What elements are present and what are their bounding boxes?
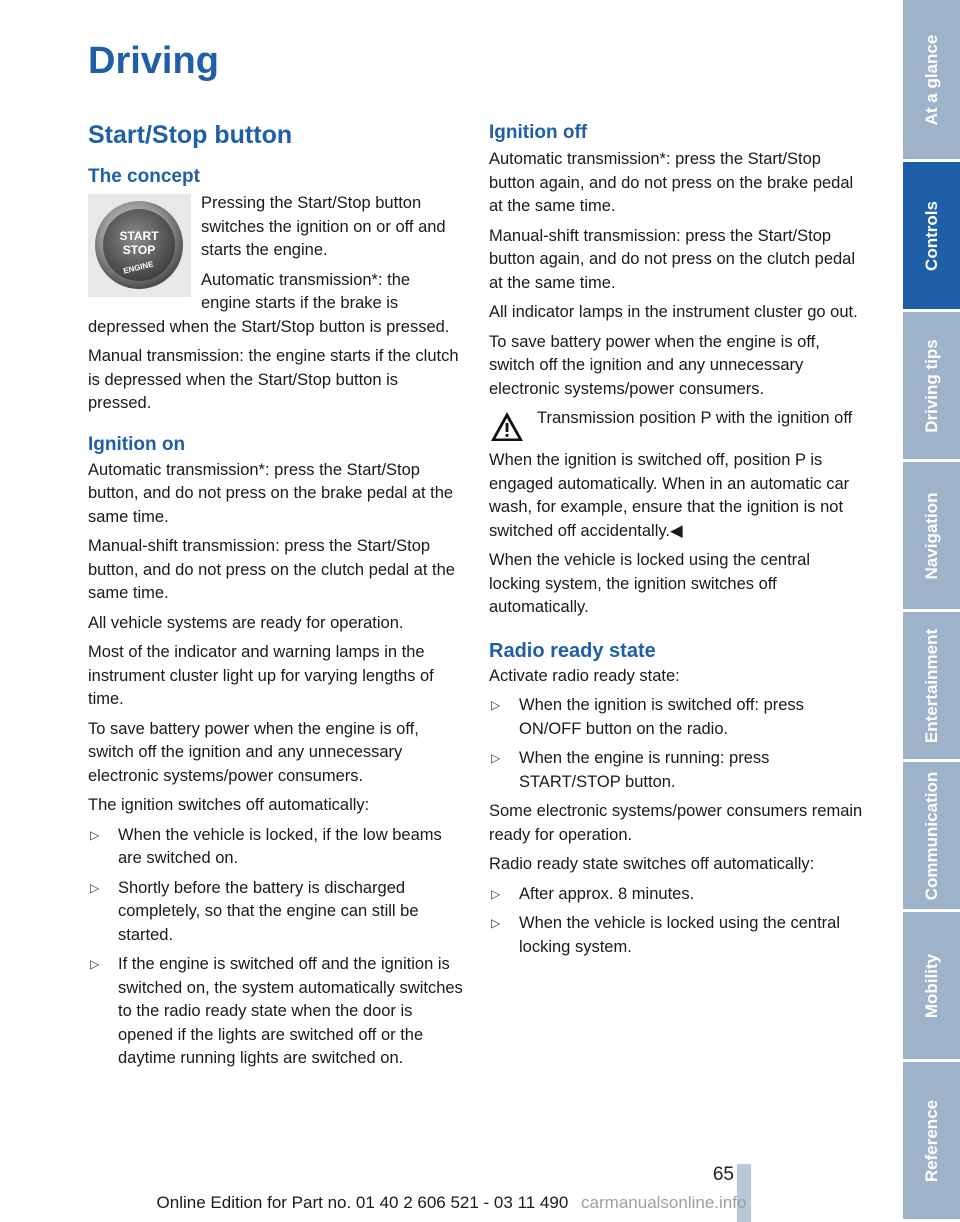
radio-p1: Activate radio ready state:	[489, 666, 680, 685]
warning-note	[489, 407, 865, 447]
concept-block	[88, 192, 464, 345]
start-stop-button-image	[88, 194, 191, 297]
triangle-bullet-icon: ▷	[90, 880, 100, 895]
tab-driving-tips[interactable]: Driving tips	[903, 312, 960, 462]
triangle-bullet-icon: ▷	[90, 827, 100, 842]
radio-p3: Radio ready state switches off automatically:	[489, 855, 815, 873]
triangle-bullet-icon: ▷	[491, 698, 501, 712]
tab-controls[interactable]: Controls	[903, 162, 960, 312]
ignition-off-p3: All indicator lamps in the instrument cluster go out.	[489, 303, 858, 321]
watermark: carmanualsonline.info	[581, 1193, 747, 1212]
concept-heading: The concept	[88, 166, 200, 187]
ignition-on-p1: Automatic transmission*: press the Start/Stop button, and do not press on the brake pedal at the same time.	[88, 460, 454, 526]
start-label: START	[119, 229, 159, 243]
triangle-bullet-icon: ▷	[491, 886, 501, 901]
engine-label: ENGINE	[122, 259, 155, 276]
tab-reference[interactable]: Reference	[903, 1062, 960, 1222]
left-column	[88, 110, 464, 1077]
stop-label: STOP	[122, 243, 156, 257]
footer-text: Online Edition for Part no. 01 40 2 606 521 - 03 11 490	[156, 1193, 569, 1212]
tab-navigation[interactable]: Navigation	[903, 462, 960, 612]
radio-off-list	[489, 883, 865, 960]
triangle-bullet-icon: ▷	[90, 957, 100, 971]
ignition-on-p6: The ignition switches off automatically:	[88, 796, 370, 814]
list-item: ▷ After approx. 8 minutes.	[489, 883, 865, 907]
ignition-off-p4: To save battery power when the engine is off, switch off the ignition and any unnecessary electronic systems/power consumers.	[489, 332, 820, 398]
start-stop-button-icon	[88, 194, 191, 297]
concept-p1: Pressing the Start/Stop button switches the ignition on or off and starts the engine.	[201, 194, 446, 259]
footer	[0, 1193, 903, 1213]
ignition-on-p5: To save battery power when the engine is off, switch off the ignition and any unnecessary electronic systems/power consumers.	[88, 719, 419, 785]
warning-triangle-icon	[489, 409, 525, 445]
triangle-bullet-icon: ▷	[491, 916, 501, 930]
radio-ready-heading: Radio ready state	[489, 639, 656, 662]
ignition-off-p2: Manual-shift transmission: press the Start/Stop button again, and do not press on the clutch pedal at the same time.	[489, 226, 856, 292]
ignition-on-p3: All vehicle systems are ready for operation.	[88, 613, 404, 632]
tab-communication[interactable]: Communication	[903, 762, 960, 912]
chapter-tabs	[903, 0, 960, 1222]
concept-p2: Automatic transmission*: the engine starts if the brake is depressed when the Start/Stop button is pressed.	[88, 270, 450, 336]
ignition-on-p2: Manual-shift transmission: press the Start/Stop button, and do not press on the clutch pedal at the same time.	[88, 537, 455, 602]
ignition-off-p1: Automatic transmission*: press the Start/Stop button again, and do not press on the brake pedal at the same time.	[489, 150, 854, 215]
ignition-on-heading: Ignition on	[88, 433, 186, 455]
ignition-off-heading: Ignition off	[489, 122, 588, 143]
list-item: ▷ If the engine is switched off and the ignition is switched on, the system automatically switches to the radio ready state when the door is opened if the lights are switched off or the daytime running lights are switched on.	[90, 955, 463, 1067]
list-item: ▷ Shortly before the battery is discharged completely, so that the engine can still be started.	[90, 878, 419, 944]
warning-body: When the ignition is switched off, position P is engaged automatically. When in an automatic car wash, for example, ensure that the ignition is not switched off accidentally.◀	[489, 451, 850, 540]
tab-entertainment[interactable]: Entertainment	[903, 612, 960, 762]
triangle-bullet-icon: ▷	[491, 751, 501, 765]
list-item: ▷ When the vehicle is locked, if the low beams are switched on.	[90, 825, 442, 867]
tab-mobility[interactable]: Mobility	[903, 912, 960, 1062]
list-item: ▷ When the engine is running: press START/STOP button.	[491, 749, 770, 791]
section-title: Start/Stop button	[88, 121, 293, 149]
locked-paragraph: When the vehicle is locked using the central locking system, the ignition switches off automatically.	[489, 551, 811, 616]
right-column	[489, 120, 865, 965]
radio-p2: Some electronic systems/power consumers remain ready for operation.	[489, 802, 863, 844]
page-number: 65	[712, 1164, 734, 1185]
warning-title: Transmission position P with the ignition off	[537, 409, 853, 427]
list-item: ▷ When the vehicle is locked using the central locking system.	[491, 914, 841, 956]
page-title: Driving	[88, 40, 219, 82]
ignition-on-p4: Most of the indicator and warning lamps in the instrument cluster light up for varying lengths of time.	[88, 643, 434, 708]
auto-off-list	[88, 824, 464, 1071]
concept-p3: Manual transmission: the engine starts if the clutch is depressed when the Start/Stop button is pressed.	[88, 347, 459, 412]
list-item: ▷ When the ignition is switched off: press ON/OFF button on the radio.	[491, 696, 804, 738]
radio-activate-list	[489, 694, 865, 794]
tab-at-a-glance[interactable]: At a glance	[903, 0, 960, 162]
